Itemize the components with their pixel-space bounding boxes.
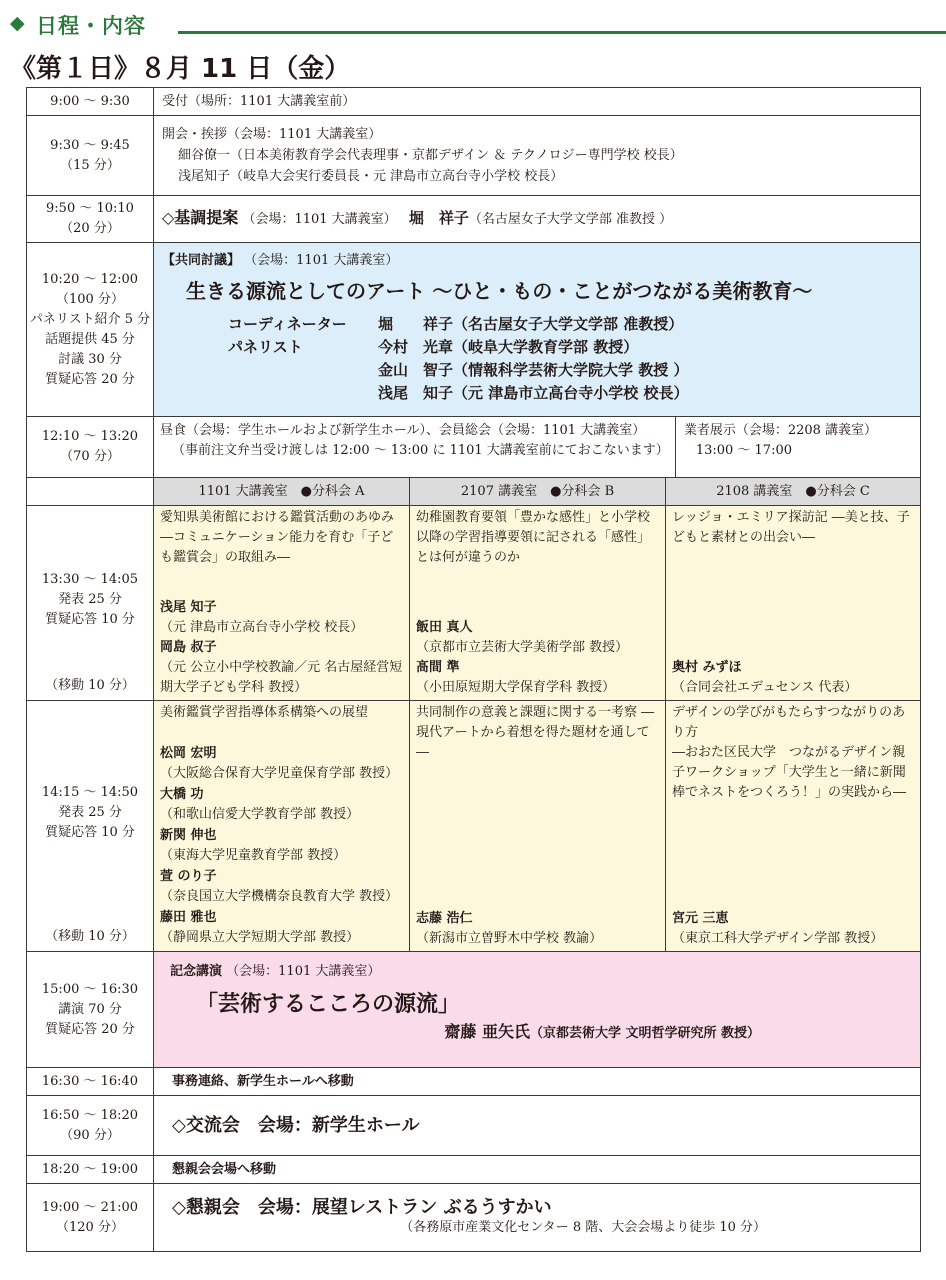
time-cell: [27, 952, 154, 1068]
time-cell: [27, 88, 154, 116]
presenter-affiliation: （元 津島市立高台寺小学校 校長）: [160, 620, 364, 635]
row-reception: [27, 88, 921, 116]
exchange-text: ◇交流会 会場：新学生ホール: [172, 1114, 420, 1136]
row-opening: [27, 116, 921, 196]
notice-text: 懇親会会場へ移動: [172, 1161, 277, 1177]
lecture-venue: （会場：1101 大講義室）: [226, 964, 381, 979]
presenter-affiliation: （小田原短期大学保育学科 教授）: [416, 680, 616, 695]
lunch-note: （事前注文弁当受け渡しは 12:00 ～ 13:00 に 1101 大講義室前にておこないます）: [172, 443, 669, 458]
session-2-a: [154, 701, 410, 952]
time-cell: [27, 116, 154, 196]
content-cell: [154, 116, 921, 196]
session-1-a: [154, 506, 410, 701]
time-cell: [27, 1184, 154, 1252]
keynote-speaker: 堀 祥子: [408, 209, 469, 227]
presenter-name: 髙間 準: [416, 660, 460, 675]
presenter-name: 松岡 宏明: [160, 745, 217, 761]
discussion-theme: 生きる源流としてのアート ～ひと・もの・ことがつながる美術教育～: [186, 279, 813, 303]
time-cell: [27, 243, 154, 417]
panelist: 今村 光章（岐阜大学教育学部 教授）: [378, 338, 639, 356]
session-2-c: [666, 701, 921, 952]
presenter-name: 新関 伸也: [160, 827, 217, 843]
time-text: 13:30 ～ 14:05: [41, 572, 139, 587]
presenter-affiliation: （静岡県立大学短期大学部 教授）: [160, 930, 360, 945]
presentation-title: 幼稚園教育要領「豊かな感性」と小学校以降の学習指導要領に記される「感性」とは何が違うのか: [416, 510, 651, 565]
time-cell: [27, 1096, 154, 1156]
expo-text: 業者展示（会場：2208 講義室）: [683, 423, 878, 438]
presenter-affiliation: （大阪総合保育大学児童保育学部 教授）: [160, 766, 399, 781]
row-discussion: [27, 243, 921, 417]
presentation-title: 共同制作の意義と課題に関する一考察 ―現代アートから着想を得た題材を通して―: [416, 705, 655, 760]
keynote-venue: （会場：1101 大講義室）: [242, 212, 397, 227]
time-cell: [27, 506, 154, 701]
time-text: 10:20 ～ 12:00: [41, 271, 139, 287]
party-text: ◇懇親会 会場：展望レストラン ぶるうすかい: [172, 1196, 552, 1218]
note-text: 講演 70 分: [58, 1001, 122, 1017]
coordinator: 堀 祥子（名古屋女子大学文学部 准教授）: [378, 315, 684, 333]
time-cell: [27, 1068, 154, 1096]
room-b-header: 2107 講義室 ●分科会 B: [410, 478, 666, 506]
room-c-header: 2108 講義室 ●分科会 C: [666, 478, 921, 506]
section-header: [10, 6, 946, 46]
note-text: 討議 30 分: [58, 351, 122, 367]
time-text: 9:50 ～ 10:10: [46, 201, 134, 216]
time-text: 19:00 ～ 21:00: [41, 1199, 139, 1215]
session-1-b: [410, 506, 666, 701]
row-notice-1: [27, 1068, 921, 1096]
row-session-1: [27, 506, 921, 701]
note-text: 質疑応答 10 分: [45, 825, 135, 840]
empty-cell: [27, 478, 154, 506]
party-location: （各務原市産業文化センター 8 階、大会会場より徒歩 10 分）: [400, 1219, 767, 1235]
section-title: 日程・内容: [36, 14, 146, 38]
expo-time: 13:00 ～ 17:00: [695, 443, 793, 458]
note-text: 質疑応答 10 分: [45, 612, 135, 627]
row-keynote: [27, 196, 921, 243]
presentation-title: 愛知県美術館における鑑賞活動のあゆみ ―コミュニケーション能力を育む「子ども鑑賞会」の取組み―: [160, 510, 395, 565]
discussion-venue: （会場：1101 大講義室）: [244, 253, 399, 268]
move-text: （移動 10 分）: [45, 678, 135, 693]
presenter-name: 宮元 三恵: [672, 911, 729, 926]
note-text: 質疑応答 20 分: [45, 1021, 135, 1037]
schedule-table: [26, 87, 921, 1252]
note-text: 発表 25 分: [58, 592, 122, 607]
note-text: 話題提供 45 分: [45, 331, 135, 347]
content-cell: [154, 196, 921, 243]
presenter-affiliation: （京都市立芸術大学美術学部 教授）: [416, 640, 629, 655]
panelist: 浅尾 知子（元 津島市立高台寺小学校 校長）: [378, 384, 689, 402]
panelist-label: パネリスト: [228, 338, 303, 356]
time-cell: [27, 701, 154, 952]
presenter-affiliation: （東海大学児童教育学部 教授）: [160, 848, 347, 863]
note-text: 発表 25 分: [58, 805, 122, 820]
keynote-affiliation: （名古屋女子大学文学部 准教授 ）: [468, 212, 673, 227]
presentation-title: レッジョ・エミリア探訪記 ―美と技、子どもと素材との出会い―: [672, 510, 910, 545]
lecture-speaker: 齋藤 亜矢氏: [444, 1022, 530, 1041]
presenter-name: 飯田 真人: [416, 620, 473, 635]
row-session-2: [27, 701, 921, 952]
lecture-affiliation: （京都芸術大学 文明哲学研究所 教授）: [529, 1026, 761, 1041]
session-1-c: [666, 506, 921, 701]
presenter-name: 奥村 みずほ: [672, 660, 742, 675]
duration-text: （70 分）: [60, 449, 120, 464]
content-cell: [154, 1096, 921, 1156]
content-cell: [154, 243, 921, 417]
note-text: パネリスト紹介 5 分: [29, 311, 151, 327]
presenter-affiliation: （奈良国立大学機構奈良教育大学 教授）: [160, 889, 399, 904]
room-a-header: 1101 大講義室 ●分科会 A: [154, 478, 410, 506]
presentation-title: デザインの学びがもたらすつながりのあり方: [672, 705, 906, 740]
content-cell: [154, 417, 921, 478]
presenter-name: 藤田 雅也: [160, 909, 217, 925]
panelist: 金山 智子（情報科学芸術大学院大学 教授 ）: [378, 361, 689, 379]
session-2-b: [410, 701, 666, 952]
presenter-name: 浅尾 知子: [160, 600, 217, 615]
content-cell: [154, 1156, 921, 1184]
time-text: 18:20 ～ 19:00: [41, 1161, 139, 1177]
presenter-affiliation: （合同会社エデュセンス 代表）: [672, 680, 858, 695]
content-cell: [154, 1068, 921, 1096]
presentation-subtitle: ―おおた区民大学 つながるデザイン親子ワークショップ「大学生と一緒に新聞棒でネストをつくろう！」の実践から―: [672, 745, 907, 800]
time-text: 16:30 ～ 16:40: [41, 1073, 139, 1089]
time-cell: [27, 1156, 154, 1184]
discussion-tag: 【共同討議】: [162, 253, 241, 268]
presenter-affiliation: （新潟市立曽野木中学校 教諭）: [416, 931, 603, 946]
presenter-affiliation: （元 公立小中学校教諭／元 名古屋経営短期大学子ども学科 教授）: [160, 660, 403, 695]
row-exchange: [27, 1096, 921, 1156]
lecture-title: 「芸術するこころの源流」: [196, 992, 461, 1017]
presentation-title: 美術鑑賞学習指導体系構築への展望: [160, 705, 369, 720]
content-cell: [154, 952, 921, 1068]
presenter-name: 大橋 功: [160, 786, 204, 802]
opening-title: 開会・挨拶（会場：1101 大講義室）: [162, 127, 382, 142]
time-text: 16:50 ～ 18:20: [41, 1107, 139, 1123]
presenter-name: 志藤 浩仁: [416, 911, 473, 926]
row-notice-2: [27, 1156, 921, 1184]
notice-text: 事務連絡、新学生ホールへ移動: [172, 1073, 354, 1089]
row-rooms: [27, 478, 921, 506]
day-title: 《第１日》８月 11 日（金）: [10, 54, 351, 84]
coordinator-label: コーディネーター: [228, 315, 347, 333]
presenter-name: 萱 のり子: [160, 868, 217, 884]
row-lunch: [27, 417, 921, 478]
section-rule: [178, 31, 946, 34]
lecture-tag: 記念講演: [170, 964, 223, 979]
keynote-title: ◇基調提案: [162, 208, 239, 227]
note-text: 質疑応答 20 分: [45, 371, 135, 387]
row-party: [27, 1184, 921, 1252]
opening-speaker-2: 浅尾知子（岐阜大会実行委員長・元 津島市立高台寺小学校 校長）: [178, 169, 564, 184]
content-cell: [154, 1184, 921, 1252]
time-text: 9:00 ～ 9:30: [50, 93, 130, 109]
duration-text: （20 分）: [60, 221, 120, 236]
lunch-text: 昼食（会場：学生ホールおよび新学生ホール）、会員総会（会場：1101 大講義室）: [160, 423, 646, 438]
opening-speaker-1: 細谷僚一（日本美術教育学会代表理事・京都デザイン ＆ テクノロジー専門学校 校長）: [178, 148, 683, 163]
move-text: （移動 10 分）: [45, 929, 135, 944]
presenter-affiliation: （和歌山信愛大学教育学部 教授）: [160, 807, 360, 822]
row-lecture: [27, 952, 921, 1068]
time-text: 12:10 ～ 13:20: [41, 429, 139, 444]
duration-text: （15 分）: [60, 157, 120, 173]
presenter-affiliation: （東京工科大学デザイン学部 教授）: [672, 931, 884, 946]
time-cell: [27, 417, 154, 478]
duration-text: （90 分）: [60, 1127, 120, 1143]
duration-text: （100 分）: [56, 291, 124, 307]
time-text: 9:30 ～ 9:45: [50, 137, 130, 153]
time-text: 14:15 ～ 14:50: [41, 785, 139, 800]
time-cell: [27, 196, 154, 243]
content-cell: [154, 88, 921, 116]
time-text: 15:00 ～ 16:30: [41, 981, 139, 997]
diamond-icon: ◆: [10, 12, 25, 34]
presenter-name: 岡島 叔子: [160, 640, 217, 655]
duration-text: （120 分）: [56, 1219, 124, 1235]
reception-text: 受付（場所：1101 大講義室前）: [162, 93, 356, 109]
